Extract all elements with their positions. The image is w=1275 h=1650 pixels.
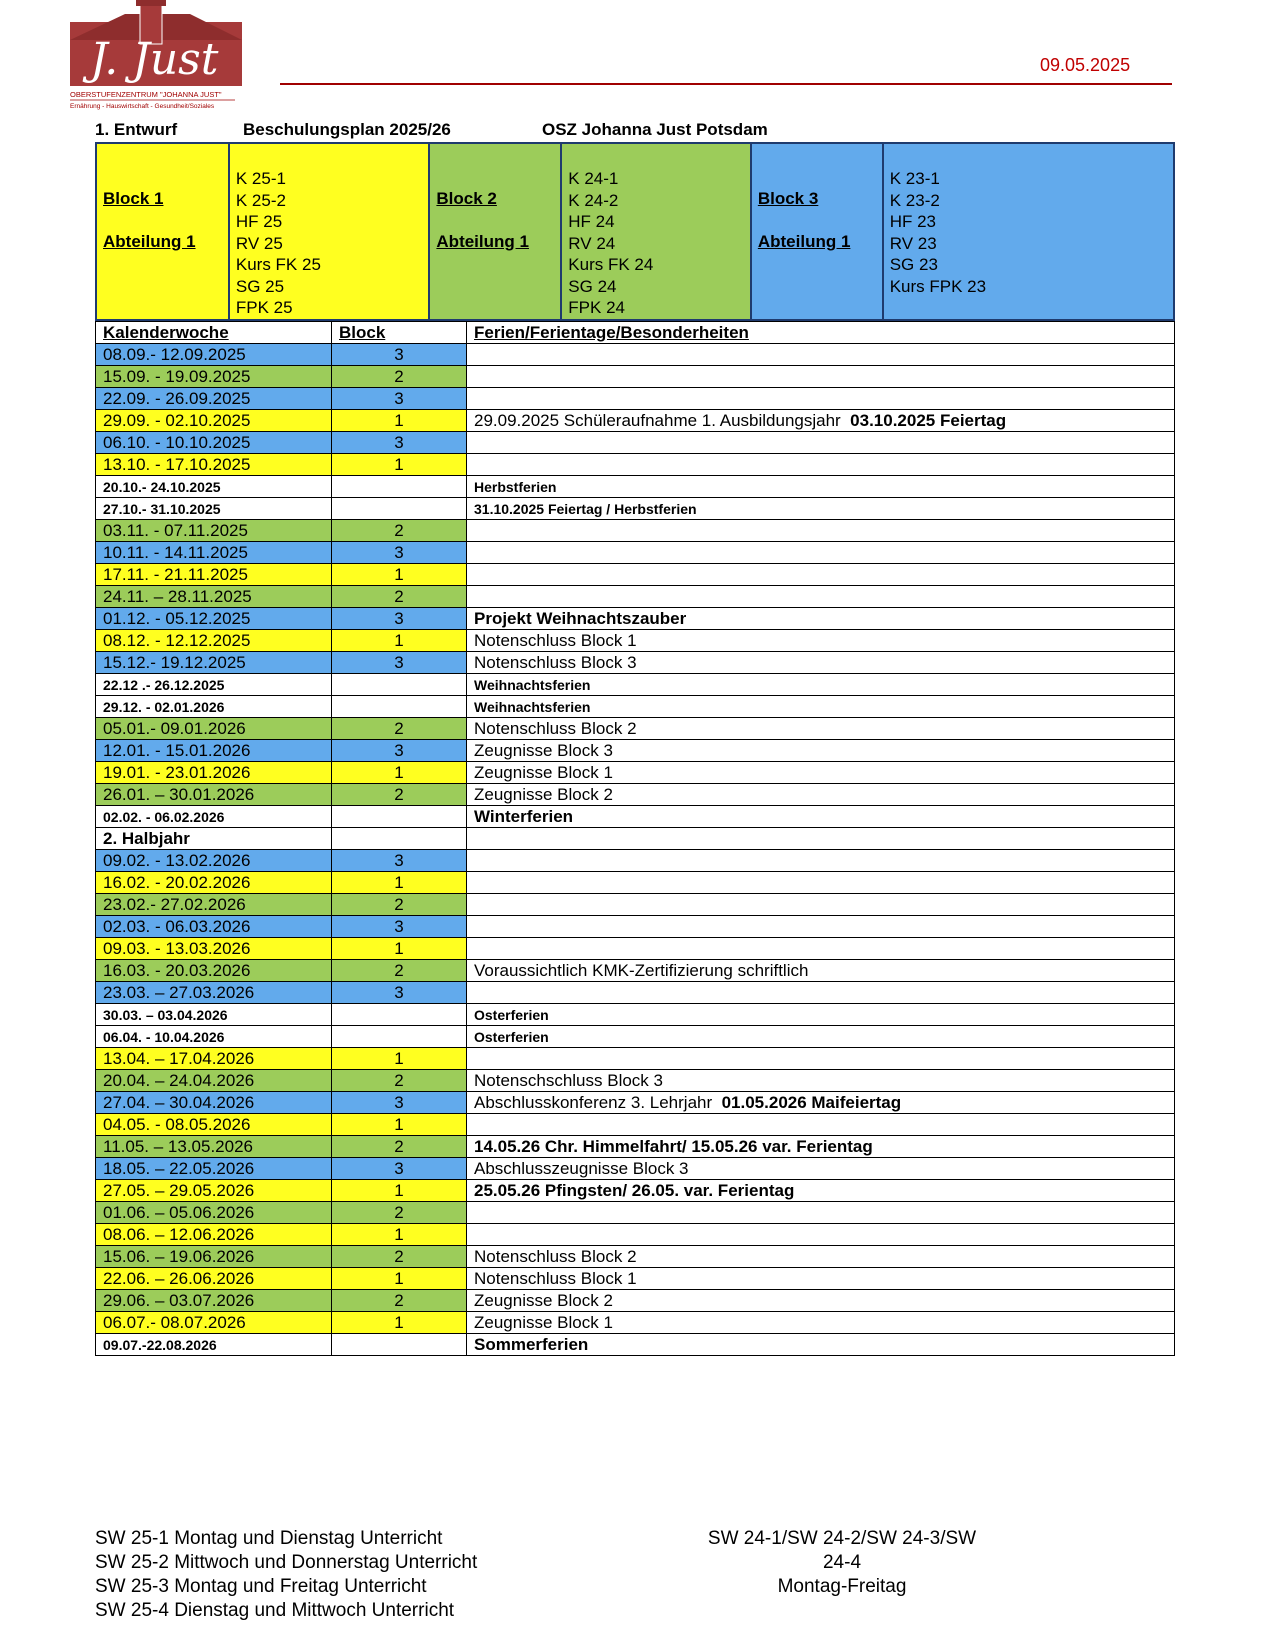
table-row (96, 1224, 1175, 1246)
note-cell (467, 806, 1175, 828)
block-cell: 3 (332, 344, 467, 366)
week-cell: 27.04. – 30.04.2026 (96, 1092, 332, 1114)
note-cell (467, 652, 1175, 674)
note-text: Notenschluss Block 1 (474, 630, 637, 650)
week-cell: 01.12. - 05.12.2025 (96, 608, 332, 630)
table-row (96, 1004, 1175, 1026)
table-row (96, 608, 1175, 630)
week-cell: 08.06. – 12.06.2026 (96, 1224, 332, 1246)
block-cell: 2 (332, 1246, 467, 1268)
note-cell (467, 454, 1175, 476)
note-text: Herbstferien (474, 478, 557, 495)
week-cell: 23.02.- 27.02.2026 (96, 894, 332, 916)
table-row (96, 1246, 1175, 1268)
week-cell: 20.04. – 24.04.2026 (96, 1070, 332, 1092)
table-row (96, 850, 1175, 872)
table-row (96, 828, 1175, 850)
table-row (96, 1202, 1175, 1224)
block-cell: 1 (332, 1312, 467, 1334)
note-cell (467, 1114, 1175, 1136)
week-cell: 20.10.- 24.10.2025 (96, 476, 332, 498)
footer-left (95, 1527, 477, 1623)
note-text: Projekt Weihnachtszauber (474, 608, 687, 628)
school-name: OSZ Johanna Just Potsdam (542, 120, 768, 139)
table-row (96, 454, 1175, 476)
note-cell (467, 850, 1175, 872)
table-row (96, 960, 1175, 982)
table-row (96, 1026, 1175, 1048)
week-cell: 13.10. - 17.10.2025 (96, 454, 332, 476)
note-cell (467, 542, 1175, 564)
note-cell (467, 938, 1175, 960)
week-cell: 06.04. - 10.04.2026 (96, 1026, 332, 1048)
note-cell (467, 916, 1175, 938)
note-cell (467, 344, 1175, 366)
note-cell (467, 630, 1175, 652)
block-cell: 2 (332, 894, 467, 916)
week-cell: 09.03. - 13.03.2026 (96, 938, 332, 960)
note-cell (467, 1202, 1175, 1224)
table-row (96, 806, 1175, 828)
footer-line: SW 25-2 Mittwoch und Donnerstag Unterricht (95, 1552, 478, 1573)
week-cell: 15.12.- 19.12.2025 (96, 652, 332, 674)
week-cell: 01.06. – 05.06.2026 (96, 1202, 332, 1224)
note-cell (467, 1312, 1175, 1334)
block-cell: 2 (332, 784, 467, 806)
note-cell (467, 1224, 1175, 1246)
week-cell: 05.01.- 09.01.2026 (96, 718, 332, 740)
table-row (96, 1334, 1175, 1356)
block-cell: 1 (332, 872, 467, 894)
note-text: 31.10.2025 Feiertag / Herbstferien (474, 500, 697, 517)
note-text: 14.05.26 Chr. Himmelfahrt/ 15.05.26 var. Ferientag (474, 1136, 873, 1156)
note-cell (467, 1004, 1175, 1026)
footer-line: SW 25-3 Montag und Freitag Unterricht (95, 1576, 427, 1597)
block-2-classes: K 24-1 K 24-2 HF 24 RV 24 Kurs FK 24 SG 24 FPK 24 (561, 143, 751, 320)
note-cell (467, 784, 1175, 806)
note-bold-text: 03.10.2025 Feiertag (850, 410, 1007, 430)
block-cell: 3 (332, 388, 467, 410)
block-cell: 2 (332, 960, 467, 982)
week-cell: 15.09. - 19.09.2025 (96, 366, 332, 388)
table-row (96, 1070, 1175, 1092)
table-row (96, 366, 1175, 388)
footer-right (697, 1527, 987, 1599)
table-row (96, 410, 1175, 432)
week-cell: 10.11. - 14.11.2025 (96, 542, 332, 564)
table-row (96, 740, 1175, 762)
block-cell: 1 (332, 762, 467, 784)
week-cell: 15.06. – 19.06.2026 (96, 1246, 332, 1268)
note-cell (467, 432, 1175, 454)
table-row (96, 432, 1175, 454)
footer-right-line2: Montag-Freitag (777, 1576, 907, 1597)
note-cell (467, 520, 1175, 542)
note-text: Zeugnisse Block 1 (474, 762, 613, 782)
table-row (96, 498, 1175, 520)
week-cell: 27.05. – 29.05.2026 (96, 1180, 332, 1202)
note-cell (467, 608, 1175, 630)
table-row (96, 938, 1175, 960)
footer-line: SW 25-4 Dienstag und Mittwoch Unterricht (95, 1600, 455, 1621)
note-text: Notenschschluss Block 3 (474, 1070, 663, 1090)
block-cell: 1 (332, 1224, 467, 1246)
week-cell: 24.11. – 28.11.2025 (96, 586, 332, 608)
block-cell: 2 (332, 1202, 467, 1224)
note-text: Zeugnisse Block 2 (474, 1290, 613, 1310)
block-cell: 3 (332, 982, 467, 1004)
note-text: Notenschluss Block 3 (474, 652, 637, 672)
note-cell (467, 674, 1175, 696)
note-cell (467, 1026, 1175, 1048)
note-cell (467, 1158, 1175, 1180)
table-row (96, 542, 1175, 564)
block-1-label: Block 1 Abteilung 1 (96, 143, 229, 320)
block-cell: 1 (332, 1048, 467, 1070)
table-row (96, 784, 1175, 806)
note-text: Zeugnisse Block 3 (474, 740, 613, 760)
week-cell: 02.02. - 06.02.2026 (96, 806, 332, 828)
document-date: 09.05.2025 (1040, 55, 1131, 75)
note-text: Osterferien (474, 1028, 549, 1045)
block-cell: 2 (332, 718, 467, 740)
header-block: Block (332, 322, 467, 344)
week-cell: 09.07.-22.08.2026 (96, 1334, 332, 1356)
table-row (96, 982, 1175, 1004)
block-cell: 2 (332, 1070, 467, 1092)
table-row (96, 1136, 1175, 1158)
block-cell: 1 (332, 938, 467, 960)
block-cell: 3 (332, 1158, 467, 1180)
block-cell: 1 (332, 564, 467, 586)
block-cell: 3 (332, 850, 467, 872)
week-cell: 08.12. - 12.12.2025 (96, 630, 332, 652)
note-cell (467, 960, 1175, 982)
table-row (96, 1312, 1175, 1334)
week-cell: 29.09. - 02.10.2025 (96, 410, 332, 432)
block-cell: 3 (332, 652, 467, 674)
table-row (96, 1290, 1175, 1312)
note-cell (467, 740, 1175, 762)
table-row (96, 894, 1175, 916)
week-cell: 13.04. – 17.04.2026 (96, 1048, 332, 1070)
week-cell: 2. Halbjahr (96, 828, 332, 850)
week-cell: 11.05. – 13.05.2026 (96, 1136, 332, 1158)
schedule-table (95, 321, 1175, 1356)
note-text: Weihnachtsferien (474, 698, 591, 715)
week-cell: 26.01. – 30.01.2026 (96, 784, 332, 806)
week-cell: 19.01. - 23.01.2026 (96, 762, 332, 784)
schedule-header-row (96, 322, 1175, 344)
note-bold-text: 01.05.2026 Maifeiertag (721, 1092, 902, 1112)
logo-line1: OBERSTUFENZENTRUM "JOHANNA JUST" (70, 90, 222, 99)
block-cell: 1 (332, 1180, 467, 1202)
block-cell (332, 1334, 467, 1356)
block-overview-table (95, 142, 1175, 321)
week-cell: 16.03. - 20.03.2026 (96, 960, 332, 982)
week-cell: 22.12 .- 26.12.2025 (96, 674, 332, 696)
week-cell: 18.05. – 22.05.2026 (96, 1158, 332, 1180)
table-row (96, 674, 1175, 696)
table-row (96, 1158, 1175, 1180)
block-cell (332, 1004, 467, 1026)
table-row (96, 762, 1175, 784)
table-row (96, 1268, 1175, 1290)
table-row (96, 1048, 1175, 1070)
table-row (96, 696, 1175, 718)
week-cell: 22.09. - 26.09.2025 (96, 388, 332, 410)
table-row (96, 872, 1175, 894)
table-row (96, 586, 1175, 608)
block-cell: 3 (332, 1092, 467, 1114)
plan-title: Beschulungsplan 2025/26 (243, 120, 451, 139)
block-3-label: Block 3 Abteilung 1 (751, 143, 883, 320)
note-text: Osterferien (474, 1006, 549, 1023)
week-cell: 27.10.- 31.10.2025 (96, 498, 332, 520)
block-cell: 2 (332, 586, 467, 608)
table-row (96, 630, 1175, 652)
block-cell (332, 498, 467, 520)
block-cell: 1 (332, 454, 467, 476)
block-cell: 3 (332, 432, 467, 454)
table-row (96, 564, 1175, 586)
block-3-classes: K 23-1 K 23-2 HF 23 RV 23 SG 23 Kurs FPK 23 (883, 143, 1174, 320)
note-cell (467, 762, 1175, 784)
note-cell (467, 982, 1175, 1004)
note-cell (467, 1290, 1175, 1312)
table-row (96, 1092, 1175, 1114)
header-divider (280, 83, 1172, 85)
note-text: 25.05.26 Pfingsten/ 26.05. var. Ferientag (474, 1180, 795, 1200)
note-text: Abschlusszeugnisse Block 3 (474, 1158, 689, 1178)
block-cell: 2 (332, 366, 467, 388)
note-cell (467, 1070, 1175, 1092)
week-cell: 29.06. – 03.07.2026 (96, 1290, 332, 1312)
note-cell (467, 718, 1175, 740)
table-row (96, 476, 1175, 498)
block-1-classes: K 25-1 K 25-2 HF 25 RV 25 Kurs FK 25 SG 25 FPK 25 (229, 143, 430, 320)
block-cell: 2 (332, 1290, 467, 1312)
note-cell (467, 388, 1175, 410)
block-cell: 2 (332, 1136, 467, 1158)
note-cell (467, 586, 1175, 608)
note-text: Weihnachtsferien (474, 676, 591, 693)
note-cell (467, 1136, 1175, 1158)
week-cell: 22.06. – 26.06.2026 (96, 1268, 332, 1290)
week-cell: 03.11. - 07.11.2025 (96, 520, 332, 542)
table-row (96, 344, 1175, 366)
block-cell: 1 (332, 1268, 467, 1290)
week-cell: 12.01. - 15.01.2026 (96, 740, 332, 762)
block-2-label: Block 2 Abteilung 1 (429, 143, 561, 320)
table-row (96, 388, 1175, 410)
block-cell (332, 674, 467, 696)
note-cell (467, 1048, 1175, 1070)
note-cell (467, 894, 1175, 916)
table-row (96, 520, 1175, 542)
week-cell: 30.03. – 03.04.2026 (96, 1004, 332, 1026)
week-cell: 23.03. – 27.03.2026 (96, 982, 332, 1004)
table-row (96, 1180, 1175, 1202)
footer-right-line1: SW 24-1/SW 24-2/SW 24-3/SW 24-4 (707, 1528, 977, 1573)
table-row (96, 1114, 1175, 1136)
week-cell: 29.12. - 02.01.2026 (96, 696, 332, 718)
block-cell (332, 476, 467, 498)
header-week: Kalenderwoche (96, 322, 332, 344)
week-cell: 06.10. - 10.10.2025 (96, 432, 332, 454)
week-cell: 02.03. - 06.03.2026 (96, 916, 332, 938)
table-row (96, 652, 1175, 674)
note-cell (467, 564, 1175, 586)
note-text: Sommerferien (474, 1334, 589, 1354)
week-cell: 16.02. - 20.02.2026 (96, 872, 332, 894)
header-notes: Ferien/Ferientage/Besonderheiten (467, 322, 1175, 344)
note-cell (467, 1180, 1175, 1202)
note-cell (467, 696, 1175, 718)
note-cell (467, 1246, 1175, 1268)
week-cell: 08.09.- 12.09.2025 (96, 344, 332, 366)
block-cell: 2 (332, 520, 467, 542)
block-cell (332, 696, 467, 718)
note-text: Notenschluss Block 2 (474, 1246, 637, 1266)
draft-label: 1. Entwurf (95, 120, 178, 139)
note-text: Notenschluss Block 1 (474, 1268, 637, 1288)
footer-line: SW 25-1 Montag und Dienstag Unterricht (95, 1528, 443, 1549)
block-cell: 3 (332, 916, 467, 938)
block-cell: 3 (332, 542, 467, 564)
note-cell (467, 410, 1175, 432)
note-cell (467, 872, 1175, 894)
note-cell (467, 828, 1175, 850)
note-text: Zeugnisse Block 2 (474, 784, 613, 804)
block-cell (332, 1026, 467, 1048)
week-cell: 06.07.- 08.07.2026 (96, 1312, 332, 1334)
note-text: Winterferien (474, 806, 574, 826)
block-cell (332, 806, 467, 828)
note-cell (467, 1334, 1175, 1356)
block-cell (332, 828, 467, 850)
block-cell: 1 (332, 1114, 467, 1136)
block-cell: 3 (332, 740, 467, 762)
block-cell: 1 (332, 410, 467, 432)
note-cell (467, 476, 1175, 498)
note-text: Notenschluss Block 2 (474, 718, 637, 738)
table-row (96, 916, 1175, 938)
block-cell: 1 (332, 630, 467, 652)
week-cell: 04.05. - 08.05.2026 (96, 1114, 332, 1136)
week-cell: 17.11. - 21.11.2025 (96, 564, 332, 586)
note-cell (467, 366, 1175, 388)
logo-name: J. Just (90, 34, 219, 85)
note-text: 29.09.2025 Schüleraufnahme 1. Ausbildungsjahr (474, 410, 841, 430)
logo-line2: Ernährung - Hauswirtschaft - Gesundheit/Soziales (70, 103, 215, 110)
block-cell: 3 (332, 608, 467, 630)
table-row (96, 718, 1175, 740)
note-cell (467, 1268, 1175, 1290)
note-cell (467, 1092, 1175, 1114)
note-text: Zeugnisse Block 1 (474, 1312, 613, 1332)
week-cell: 09.02. - 13.02.2026 (96, 850, 332, 872)
school-logo (70, 0, 250, 112)
note-text: Abschlusskonferenz 3. Lehrjahr (474, 1092, 713, 1112)
note-text: Voraussichtlich KMK-Zertifizierung schriftlich (474, 960, 809, 980)
note-cell (467, 498, 1175, 520)
